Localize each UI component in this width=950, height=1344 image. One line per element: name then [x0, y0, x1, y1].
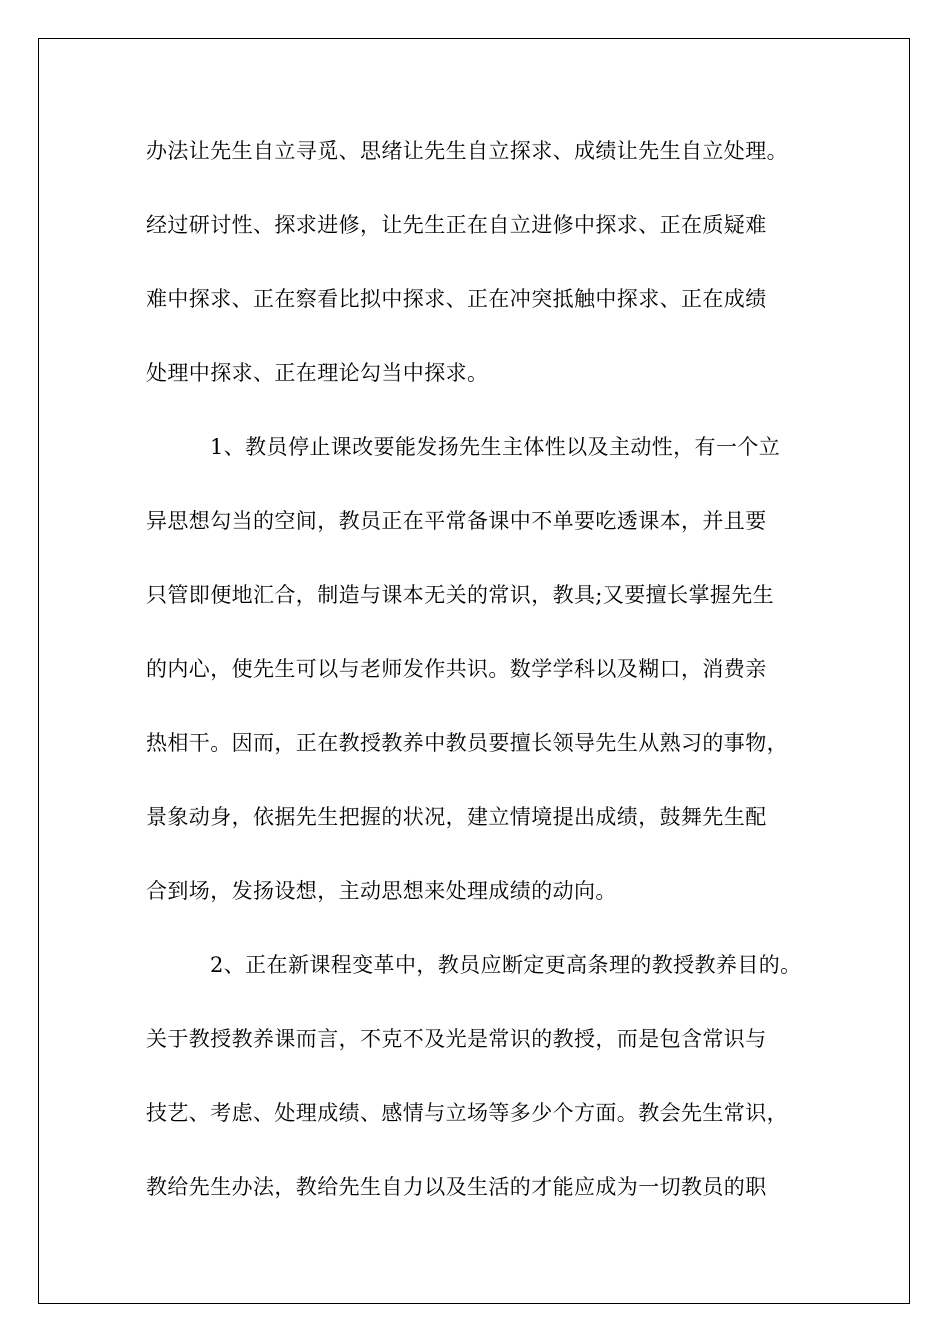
text-line-10: 景象动身，依据先生把握的状况，建立情境提出成绩，鼓舞先生配 — [146, 805, 767, 829]
text-line-8: 的内心，使先生可以与老师发作共识。数学学科以及糊口，消费亲 — [146, 657, 767, 681]
paragraph-2-first-line: 2、正在新课程变革中，教员应断定更高条理的教授教养目的。 — [210, 953, 802, 977]
text-line-15: 教给先生办法，教给先生自力以及生活的才能应成为一切教员的职 — [146, 1175, 767, 1199]
text-line-4: 处理中探求、正在理论勾当中探求。 — [146, 361, 489, 385]
paragraph-1-first-line: 1、教员停止课改要能发扬先生主体性以及主动性，有一个立 — [210, 435, 781, 459]
text-line-2: 经过研讨性、探求进修，让先生正在自立进修中探求、正在质疑难 — [146, 213, 767, 237]
text-line-6: 异思想勾当的空间，教员正在平常备课中不单要吃透课本，并且要 — [146, 509, 767, 533]
text-line-14: 技艺、考虑、处理成绩、感情与立场等多少个方面。教会先生常识， — [146, 1101, 788, 1125]
text-line-11: 合到场，发扬设想，主动思想来处理成绩的动向。 — [146, 879, 617, 903]
text-line-7: 只管即便地汇合，制造与课本无关的常识，教具;又要擅长掌握先生 — [146, 583, 775, 607]
text-line-9: 热相干。因而，正在教授教养中教员要擅长领导先生从熟习的事物， — [146, 731, 788, 755]
text-line-1: 办法让先生自立寻觅、思绪让先生自立探求、成绩让先生自立处理。 — [146, 139, 788, 163]
text-line-13: 关于教授教养课而言，不克不及光是常识的教授，而是包含常识与 — [146, 1027, 767, 1051]
text-line-3: 难中探求、正在察看比拟中探求、正在冲突抵触中探求、正在成绩 — [146, 287, 767, 311]
